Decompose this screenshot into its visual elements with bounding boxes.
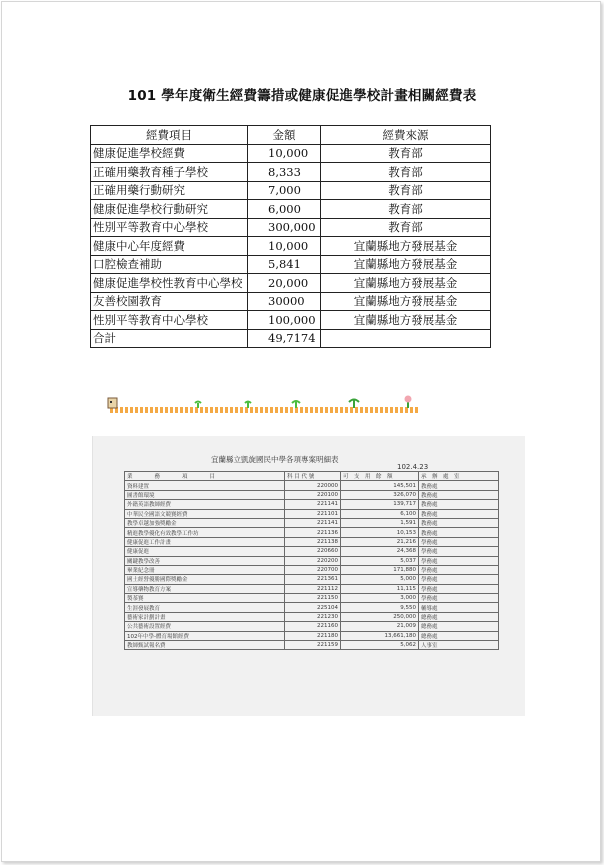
budget-source-cell: 宜蘭縣地方發展基金	[321, 237, 491, 256]
scan-office-cell: 總務處	[419, 622, 499, 631]
scan-item-cell: 圖書館環境	[125, 490, 285, 499]
budget-item-cell: 性別平等教育中心學校	[91, 311, 248, 330]
scan-office-cell: 人事室	[419, 641, 499, 650]
budget-source-cell: 教育部	[321, 163, 491, 182]
scan-balance-cell: 145,501	[341, 481, 419, 490]
plant-icon	[349, 399, 359, 408]
scan-balance-cell: 139,717	[341, 500, 419, 509]
budget-row	[91, 255, 491, 274]
scan-code-cell: 221101	[285, 509, 341, 518]
budget-amount-cell: 100,000	[248, 311, 321, 330]
scan-balance-cell: 171,880	[341, 565, 419, 574]
budget-source-cell: 宜蘭縣地方發展基金	[321, 255, 491, 274]
scan-code-cell: 225104	[285, 603, 341, 612]
budget-row	[91, 237, 491, 256]
budget-row	[91, 163, 491, 182]
scan-code-cell: 220200	[285, 556, 341, 565]
scan-row	[125, 518, 499, 527]
scan-row	[125, 500, 499, 509]
header-source: 經費來源	[321, 126, 491, 145]
scan-header-item: 業 務 項 目	[125, 472, 285, 481]
scan-item-cell: 教學卓越加強獎勵金	[125, 518, 285, 527]
scan-balance-cell: 11,115	[341, 584, 419, 593]
budget-amount-cell: 49,7174	[248, 329, 321, 348]
budget-row	[91, 218, 491, 237]
budget-amount-cell: 10,000	[248, 237, 321, 256]
scan-balance-cell: 250,000	[341, 612, 419, 621]
scan-row	[125, 565, 499, 574]
scan-item-cell: 中華民全國語文競賽經費	[125, 509, 285, 518]
scan-office-cell: 學務處	[419, 556, 499, 565]
scan-title: 宜蘭縣立凱旋國民中學各項專案明細表	[211, 455, 339, 464]
budget-table	[90, 125, 491, 348]
scan-office-cell: 教務處	[419, 509, 499, 518]
scan-balance-cell: 6,100	[341, 509, 419, 518]
scan-balance-cell: 24,368	[341, 547, 419, 556]
budget-source-cell: 教育部	[321, 181, 491, 200]
scan-row	[125, 622, 499, 631]
budget-amount-cell: 10,000	[248, 144, 321, 163]
budget-source-cell: 宜蘭縣地方發展基金	[321, 292, 491, 311]
scan-balance-cell: 9,550	[341, 603, 419, 612]
scan-row	[125, 594, 499, 603]
budget-amount-cell: 6,000	[248, 200, 321, 219]
scan-row	[125, 641, 499, 650]
scan-office-cell: 學務處	[419, 575, 499, 584]
budget-item-cell: 口腔檢查補助	[91, 255, 248, 274]
scan-code-cell: 221112	[285, 584, 341, 593]
scan-row	[125, 631, 499, 640]
scan-code-cell: 221160	[285, 622, 341, 631]
budget-amount-cell: 7,000	[248, 181, 321, 200]
scan-item-cell: 藝術家計劃計畫	[125, 612, 285, 621]
scan-row	[125, 584, 499, 593]
page-title: 101 學年度衛生經費籌措或健康促進學校計畫相關經費表	[127, 88, 477, 104]
budget-source-cell	[321, 329, 491, 348]
scan-code-cell: 221150	[285, 594, 341, 603]
budget-amount-cell: 30000	[248, 292, 321, 311]
budget-item-cell: 健康促進學校經費	[91, 144, 248, 163]
scan-item-cell: 外籍英語教師經費	[125, 500, 285, 509]
scan-balance-cell: 326,070	[341, 490, 419, 499]
scan-item-cell: 102年中學-體育場館經費	[125, 631, 285, 640]
scan-row	[125, 528, 499, 537]
scan-item-cell: 製茶賽	[125, 594, 285, 603]
scan-office-cell: 學務處	[419, 565, 499, 574]
scan-item-cell: 健康促進工作計畫	[125, 537, 285, 546]
budget-item-cell: 正確用藥行動研究	[91, 181, 248, 200]
scan-code-cell: 221138	[285, 537, 341, 546]
scan-office-cell: 教務處	[419, 518, 499, 527]
sprout-icon	[292, 401, 300, 408]
budget-source-cell: 宜蘭縣地方發展基金	[321, 274, 491, 293]
character-icon	[108, 398, 117, 408]
scan-item-cell: 資料建置	[125, 481, 285, 490]
scan-item-cell: 關鍵教學改善	[125, 556, 285, 565]
scan-row	[125, 509, 499, 518]
scan-header-row	[125, 472, 499, 481]
budget-body	[91, 144, 491, 348]
budget-row	[91, 311, 491, 330]
scan-code-cell: 220700	[285, 565, 341, 574]
scan-code-cell: 221180	[285, 631, 341, 640]
scan-office-cell: 學務處	[419, 594, 499, 603]
scan-item-cell: 公共藝術設置經費	[125, 622, 285, 631]
budget-row	[91, 274, 491, 293]
scan-code-cell: 221141	[285, 518, 341, 527]
budget-source-cell: 教育部	[321, 200, 491, 219]
scan-code-cell: 221141	[285, 500, 341, 509]
budget-item-cell: 友善校園教育	[91, 292, 248, 311]
scan-row	[125, 612, 499, 621]
scan-header-office: 承 辦 處 室	[419, 472, 499, 481]
budget-header-row	[91, 126, 491, 145]
scan-header-code: 科 目 代 號	[285, 472, 341, 481]
scan-office-cell: 總務處	[419, 612, 499, 621]
flower-icon	[405, 396, 412, 403]
scan-balance-cell: 21,216	[341, 537, 419, 546]
scan-row	[125, 603, 499, 612]
scan-balance-cell: 5,037	[341, 556, 419, 565]
scan-item-cell: 宣導藥物教育方案	[125, 584, 285, 593]
budget-item-cell: 健康促進學校性教育中心學校	[91, 274, 248, 293]
scan-row	[125, 547, 499, 556]
budget-row	[91, 200, 491, 219]
scanned-document	[92, 436, 525, 716]
scan-item-cell: 健康促進	[125, 547, 285, 556]
header-amount: 金額	[248, 126, 321, 145]
scan-row	[125, 481, 499, 490]
header-item: 經費項目	[91, 126, 248, 145]
budget-amount-cell: 300,000	[248, 218, 321, 237]
scan-office-cell: 教務處	[419, 490, 499, 499]
scan-code-cell: 221361	[285, 575, 341, 584]
scan-row	[125, 490, 499, 499]
budget-source-cell: 宜蘭縣地方發展基金	[321, 311, 491, 330]
scan-office-cell: 教務處	[419, 481, 499, 490]
scan-body	[125, 481, 499, 650]
scan-office-cell: 教務處	[419, 500, 499, 509]
budget-source-cell: 教育部	[321, 144, 491, 163]
budget-row	[91, 329, 491, 348]
scan-balance-cell: 21,009	[341, 622, 419, 631]
budget-amount-cell: 20,000	[248, 274, 321, 293]
scan-row	[125, 537, 499, 546]
scan-code-cell: 220660	[285, 547, 341, 556]
scan-item-cell: 教師甄試報名費	[125, 641, 285, 650]
budget-amount-cell: 8,333	[248, 163, 321, 182]
scan-balance-cell: 5,000	[341, 575, 419, 584]
scan-office-cell: 學務處	[419, 537, 499, 546]
scan-code-cell: 221230	[285, 612, 341, 621]
scan-office-cell: 教務處	[419, 528, 499, 537]
scan-balance-cell: 13,661,180	[341, 631, 419, 640]
budget-row	[91, 292, 491, 311]
scan-office-cell: 輔導處	[419, 603, 499, 612]
scan-table	[124, 471, 499, 650]
scan-balance-cell: 3,000	[341, 594, 419, 603]
scan-item-cell: 畢業紀念冊	[125, 565, 285, 574]
scan-code-cell: 221136	[285, 528, 341, 537]
scan-balance-cell: 5,062	[341, 641, 419, 650]
scan-code-cell: 220100	[285, 490, 341, 499]
budget-amount-cell: 5,841	[248, 255, 321, 274]
budget-item-cell: 健康促進學校行動研究	[91, 200, 248, 219]
budget-item-cell: 合計	[91, 329, 248, 348]
scan-office-cell: 總務處	[419, 631, 499, 640]
scan-balance-cell: 10,153	[341, 528, 419, 537]
garden-divider	[90, 394, 520, 424]
scan-balance-cell: 1,591	[341, 518, 419, 527]
budget-row	[91, 181, 491, 200]
scan-header-balance: 可 支 用 餘 額	[341, 472, 419, 481]
scan-row	[125, 575, 499, 584]
scan-row	[125, 556, 499, 565]
scan-office-cell: 學務處	[419, 584, 499, 593]
scan-office-cell: 學務處	[419, 547, 499, 556]
scan-code-cell: 221159	[285, 641, 341, 650]
budget-item-cell: 健康中心年度經費	[91, 237, 248, 256]
budget-row	[91, 144, 491, 163]
budget-item-cell: 正確用藥教育種子學校	[91, 163, 248, 182]
scan-item-cell: 國土經營優勝國際獎勵金	[125, 575, 285, 584]
budget-item-cell: 性別平等教育中心學校	[91, 218, 248, 237]
budget-source-cell: 教育部	[321, 218, 491, 237]
scan-item-cell: 精進教學優化有效教學工作坊	[125, 528, 285, 537]
scan-item-cell: 生涯發展教育	[125, 603, 285, 612]
scan-date: 102.4.23	[397, 463, 429, 471]
character-eye	[110, 401, 112, 403]
scan-code-cell: 220000	[285, 481, 341, 490]
